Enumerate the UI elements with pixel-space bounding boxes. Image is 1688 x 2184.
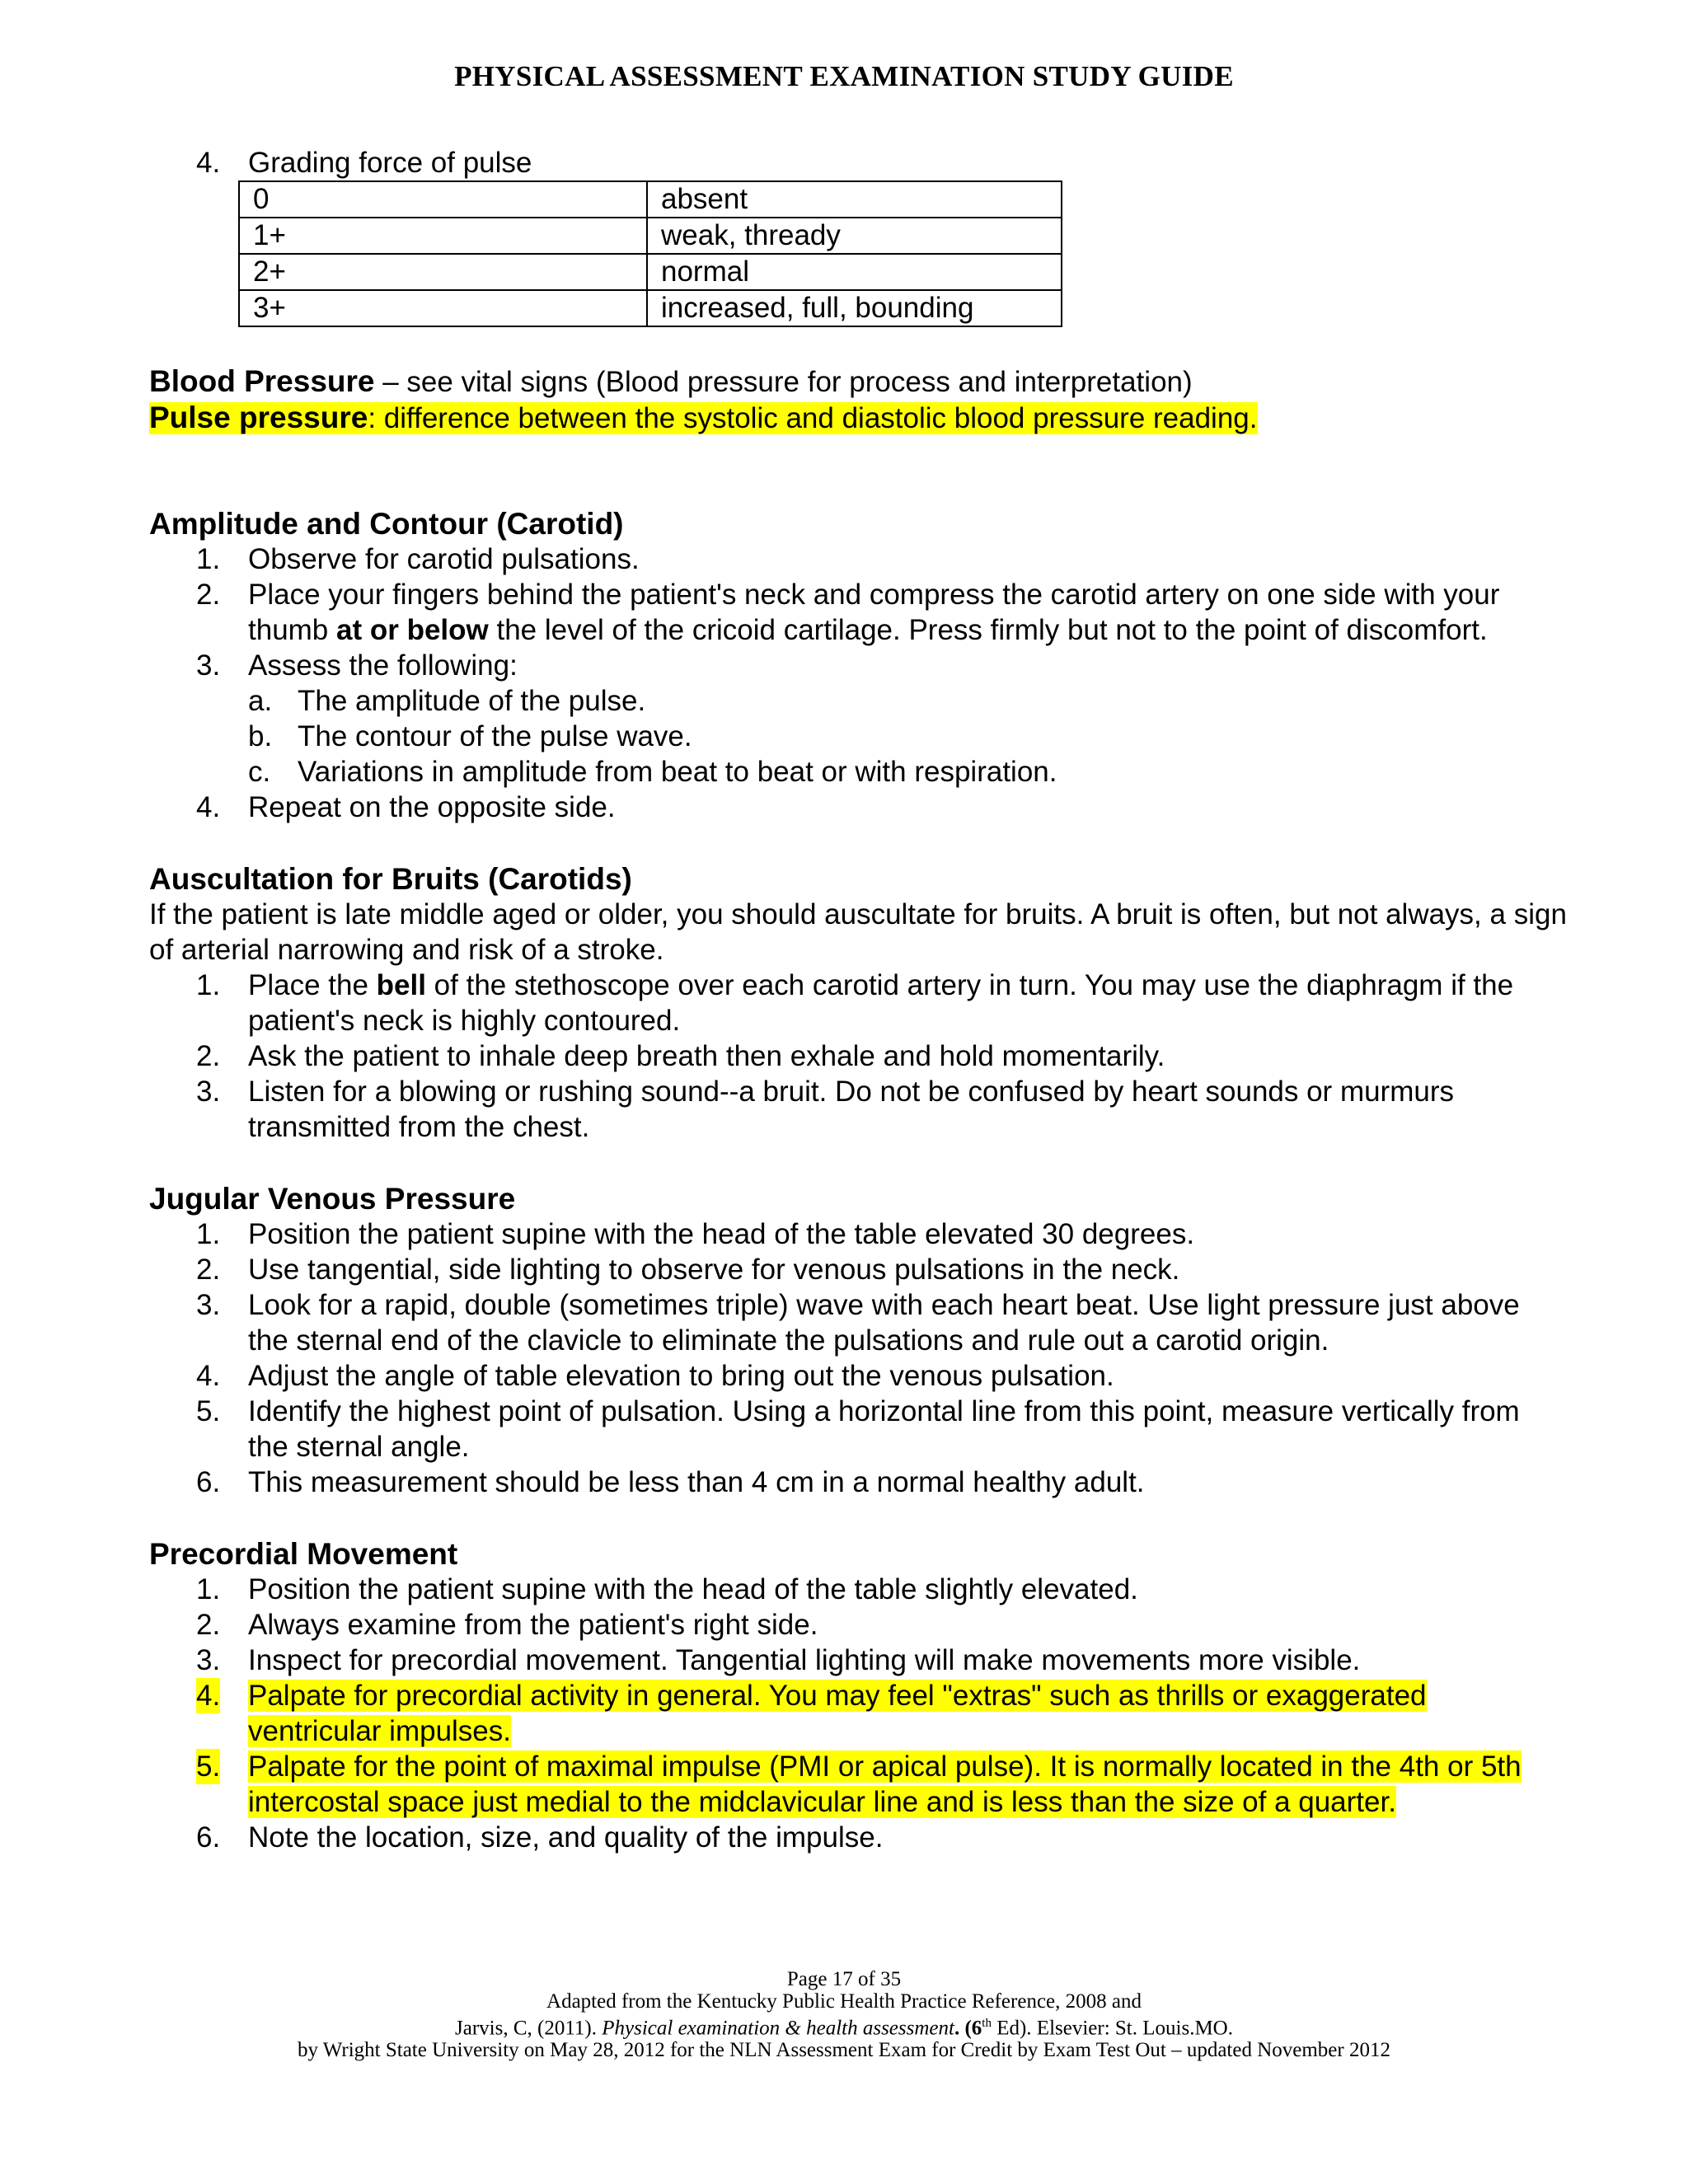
grade-cell: 1+ [239, 218, 647, 254]
blood-pressure-text: – see vital signs (Blood pressure for process and interpretation) [374, 366, 1193, 398]
section-title-bruits: Auscultation for Bruits (Carotids) [149, 862, 632, 896]
list-number: 4. [196, 1360, 221, 1392]
list-number: 5. [196, 1395, 221, 1427]
grade-cell: 0 [239, 181, 647, 218]
table-row [239, 181, 1062, 218]
list-item-text: Note the location, size, and quality of the impulse. [248, 1821, 884, 1854]
list-item [149, 1038, 1567, 1074]
list-item-text: Always examine from the patient's right side. [248, 1609, 818, 1641]
citation-superscript: th [982, 2017, 992, 2030]
list-item-text: Ask the patient to inhale deep breath then exhale and hold momentarily. [248, 1040, 1165, 1072]
page-content [149, 145, 1567, 1855]
emphasis-text: bell [376, 969, 426, 1001]
list-number: 4. [196, 1680, 221, 1712]
table-row [239, 254, 1062, 290]
pulse-grading-table [238, 180, 1062, 327]
sub-list-item [149, 719, 1567, 754]
list-item-text: This measurement should be less than 4 cm in a normal healthy adult. [248, 1466, 1145, 1498]
list-item-text: of the stethoscope over each carotid artery in turn. You may use the diaphragm if the patient's neck is highly contoured. [248, 969, 1514, 1037]
page-footer [0, 1968, 1688, 2061]
section-title-precordial: Precordial Movement [149, 1537, 458, 1571]
list-number: 4. [196, 791, 221, 823]
list-item-text: Adjust the angle of table elevation to bring out the venous pulsation. [248, 1360, 1114, 1392]
grade-cell: 3+ [239, 290, 647, 326]
list-number: 1. [196, 1218, 221, 1250]
citation-author: Jarvis, C, (2011). [455, 2017, 603, 2040]
list-number: 3. [196, 1289, 221, 1321]
pulse-pressure-line [149, 400, 1567, 436]
list-item [149, 1607, 1567, 1643]
emphasis-text: at or below [336, 614, 489, 646]
sub-list-item [149, 754, 1567, 790]
list-number: 2. [196, 1609, 221, 1641]
list-number: 3. [196, 1644, 221, 1676]
list-item [149, 1216, 1567, 1252]
sub-list-item [149, 683, 1567, 719]
list-item-text: Identify the highest point of pulsation. Using a horizontal line from this point, measure vertically from the sternal angle. [248, 1395, 1520, 1463]
grading-title: Grading force of pulse [248, 147, 532, 179]
list-number: 3. [196, 1076, 221, 1108]
page-header: PHYSICAL ASSESSMENT EXAMINATION STUDY GUIDE [454, 60, 1234, 92]
description-cell: weak, thready [647, 218, 1062, 254]
section-title-jvp: Jugular Venous Pressure [149, 1182, 516, 1216]
sub-list-letter: b. [248, 720, 273, 752]
grade-cell: 2+ [239, 254, 647, 290]
list-item [149, 1465, 1567, 1500]
pulse-pressure-text: : difference between the systolic and diastolic blood pressure reading. [368, 402, 1258, 434]
blood-pressure-label: Blood Pressure [149, 364, 375, 398]
footer-source-line: Adapted from the Kentucky Public Health Practice Reference, 2008 and [546, 1990, 1142, 2013]
citation-title: Physical examination & health assessment [602, 2017, 954, 2040]
list-item [149, 1074, 1567, 1145]
list-item-text: Assess the following: [248, 649, 518, 682]
list-number: 5. [196, 1750, 221, 1783]
list-number: 3. [196, 649, 221, 682]
bruits-intro: If the patient is late middle aged or older, you should auscultate for bruits. A bruit is often, but not always, a sign of arterial narrowing and risk of a stroke. [149, 898, 1567, 966]
list-item [149, 790, 1567, 825]
description-cell: normal [647, 254, 1062, 290]
footer-attribution-line: by Wright State University on May 28, 2012 for the NLN Assessment Exam for Credit by Exam Test Out – updated November 2012 [298, 2039, 1390, 2062]
citation-edition: . (6 [954, 2017, 982, 2040]
list-item-grading [149, 145, 1567, 180]
sub-list-text: Variations in amplitude from beat to beat or with respiration. [298, 756, 1057, 788]
table-row [239, 218, 1062, 254]
list-number: 6. [196, 1466, 221, 1498]
list-number: 1. [196, 1573, 221, 1605]
list-item-text: Inspect for precordial movement. Tangential lighting will make movements more visible. [248, 1644, 1361, 1676]
footer-citation-line [0, 2013, 1688, 2039]
list-item-text: the level of the cricoid cartilage. Press firmly but not to the point of discomfort. [488, 614, 1488, 646]
pulse-pressure-label: Pulse pressure [149, 401, 368, 434]
list-number: 2. [196, 579, 221, 611]
list-item-text: Look for a rapid, double (sometimes triple) wave with each heart beat. Use light pressure just above the sternal end of the clavicle to eliminate the pulsations and rule out a carotid origin. [248, 1289, 1520, 1357]
highlighted-text: Palpate for the point of maximal impulse (PMI or apical pulse). It is normally located in the 4th or 5th intercostal space just medial to the midclavicular line and is less than the size of a quarter. [248, 1750, 1522, 1818]
list-item-text: Use tangential, side lighting to observe for venous pulsations in the neck. [248, 1254, 1180, 1286]
pulse-pressure-highlight [149, 402, 1258, 434]
list-item [149, 968, 1567, 1038]
list-item [149, 1643, 1567, 1678]
list-item-highlighted [149, 1678, 1567, 1749]
list-item [149, 1252, 1567, 1287]
list-item [149, 1572, 1567, 1607]
list-item-text: Position the patient supine with the head of the table elevated 30 degrees. [248, 1218, 1195, 1250]
citation-publisher: Ed). Elsevier: St. Louis.MO. [991, 2017, 1233, 2040]
list-item-text: Place the [248, 969, 377, 1001]
highlighted-text: Palpate for precordial activity in general. You may feel "extras" such as thrills or exaggerated ventricular impulses. [248, 1680, 1427, 1747]
list-item [149, 1394, 1567, 1465]
list-item-text: Repeat on the opposite side. [248, 791, 616, 823]
list-item [149, 541, 1567, 577]
section-title-amplitude: Amplitude and Contour (Carotid) [149, 507, 624, 541]
list-item-text: Observe for carotid pulsations. [248, 543, 640, 575]
list-item [149, 1287, 1567, 1358]
list-number: 6. [196, 1821, 221, 1854]
list-item [149, 1820, 1567, 1855]
list-number: 1. [196, 969, 221, 1001]
sub-list-letter: c. [248, 756, 271, 788]
table-row [239, 290, 1062, 326]
sub-list-text: The contour of the pulse wave. [298, 720, 692, 752]
page-number: Page 17 of 35 [786, 1968, 902, 1990]
list-item-highlighted [149, 1749, 1567, 1820]
list-item [149, 1358, 1567, 1394]
blood-pressure-line [149, 363, 1567, 400]
sub-list-text: The amplitude of the pulse. [298, 685, 646, 717]
list-item [149, 648, 1567, 683]
description-cell: absent [647, 181, 1062, 218]
sub-list-letter: a. [248, 685, 273, 717]
list-number: 2. [196, 1254, 221, 1286]
list-item-text: Listen for a blowing or rushing sound--a bruit. Do not be confused by heart sounds or murmurs transmitted from the chest. [248, 1076, 1454, 1143]
list-item-text: Place your fingers behind the patient's neck and compress the carotid artery on one side with your thumb [248, 579, 1500, 646]
list-number: 1. [196, 543, 221, 575]
list-item [149, 577, 1567, 648]
description-cell: increased, full, bounding [647, 290, 1062, 326]
list-item-text: Position the patient supine with the head of the table slightly elevated. [248, 1573, 1138, 1605]
list-number: 2. [196, 1040, 221, 1072]
list-number: 4. [196, 147, 221, 179]
